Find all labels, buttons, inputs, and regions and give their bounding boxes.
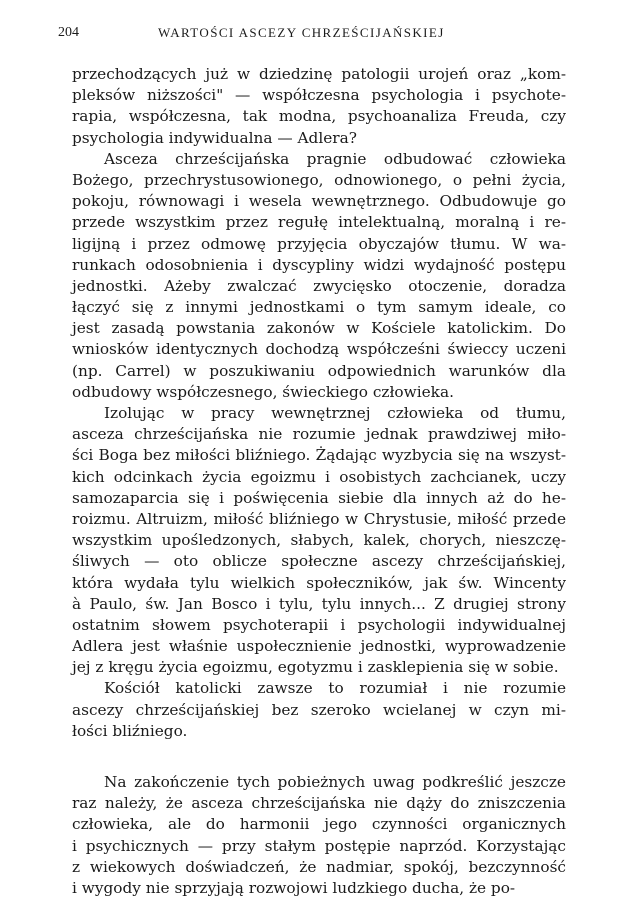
running-title: WARTOŚCI ASCEZY CHRZEŚCIJAŃSKIEJ bbox=[158, 25, 445, 40]
text-line: psychologia indywidualna — Adlera? bbox=[72, 128, 357, 147]
paragraph-gap bbox=[72, 742, 566, 772]
text-line: raz należy, że asceza chrześcijańska nie dąży do zniszczenia bbox=[72, 794, 566, 813]
text-line: runkach odosobnienia i dyscypliny widzi wydajność postępu bbox=[72, 255, 566, 274]
text-line: jej z kręgu życia egoizmu, egotyzmu i zasklepienia się w sobie. bbox=[72, 658, 559, 677]
text-line: rapia, współczesna, tak modna, psychoanaliza Freuda, czy bbox=[72, 107, 566, 126]
text-line: Na zakończenie tych pobieżnych uwag podkreślić jeszcze bbox=[104, 773, 566, 791]
text-line: łączyć się z innymi jednostkami o tym samym ideale, co bbox=[72, 298, 566, 317]
text-line: pleksów niższości" — współczesna psychologia i psychote- bbox=[72, 86, 566, 105]
page-number: 204 bbox=[58, 25, 79, 40]
text-line: pokoju, równowagi i wesela wewnętrznego. Odbudowuje go bbox=[72, 192, 566, 211]
text-line: wniosków identycznych dochodzą współcześni świeccy uczeni bbox=[72, 340, 566, 359]
text-line: (np. Carrel) w poszukiwaniu odpowiednich warunków dla bbox=[72, 361, 566, 380]
text-line: śliwych — oto oblicze społeczne ascezy chrześcijańskiej, bbox=[72, 552, 566, 571]
text-line: Bożego, przechrystusowionego, odnowionego, o pełni życia, bbox=[72, 170, 566, 189]
text-line: Asceza chrześcijańska pragnie odbudować człowieka bbox=[104, 149, 566, 168]
text-line: à Paulo, św. Jan Bosco i tylu, tylu innych... Z drugiej strony bbox=[72, 594, 566, 613]
text-line: odbudowy współczesnego, świeckiego człowieka. bbox=[72, 382, 454, 401]
text-line: ostatnim słowem psychoterapii i psychologii indywidualnej bbox=[72, 615, 566, 634]
text-line: Kościół katolicki zawsze to rozumiał i nie rozumie bbox=[104, 679, 566, 698]
text-line: przede wszystkim przez regułę intelektualną, moralną i re- bbox=[72, 213, 566, 232]
text-line: która wydała tylu wielkich społeczników, jak św. Wincenty bbox=[72, 573, 566, 592]
body-text bbox=[72, 64, 566, 899]
paragraph bbox=[72, 403, 566, 678]
text-line: samozaparcia się i poświęcenia siebie dla innych aż do he- bbox=[72, 488, 566, 507]
text-line: i wygody nie sprzyjają rozwojowi ludzkiego ducha, że po- bbox=[72, 878, 516, 897]
page-header bbox=[58, 25, 566, 45]
text-line: z wiekowych doświadczeń, że nadmiar, spokój, bezczynność bbox=[72, 857, 566, 876]
text-line: Adlera jest właśnie uspołecznienie jednostki, wyprowadzenie bbox=[72, 637, 566, 656]
text-line: przechodzących już w dziedzinę patologii urojeń oraz „kom- bbox=[72, 65, 566, 83]
text-line: ligijną i przez odmowę przyjęcia obyczajów tłumu. W wa- bbox=[72, 234, 566, 253]
paragraph bbox=[72, 678, 566, 742]
text-line: ascezy chrześcijańskiej bez szeroko wcielanej w czyn mi- bbox=[72, 700, 566, 719]
text-line: jednostki. Ażeby zwalczać zwycięsko otoczenie, doradza bbox=[72, 276, 566, 295]
paragraph bbox=[72, 772, 566, 899]
text-line: Izolując w pracy wewnętrznej człowieka od tłumu, bbox=[104, 404, 566, 422]
text-line: asceza chrześcijańska nie rozumie jednak prawdziwej miło- bbox=[72, 425, 566, 444]
text-line: wszystkim upośledzonych, słabych, kalek, chorych, nieszczę- bbox=[72, 531, 566, 550]
text-line: łości bliźniego. bbox=[72, 721, 188, 740]
paragraph bbox=[72, 149, 566, 403]
text-line: i psychicznych — przy stałym postępie naprzód. Korzystając bbox=[72, 836, 566, 855]
text-line: jest zasadą powstania zakonów w Kościele katolickim. Do bbox=[72, 319, 566, 338]
text-line: kich odcinkach życia egoizmu i osobistych zachcianek, uczy bbox=[72, 467, 566, 486]
text-line: ści Boga bez miłości bliźniego. Żądając wyzbycia się na wszyst- bbox=[72, 446, 566, 465]
text-line: człowieka, ale do harmonii jego czynności organicznych bbox=[72, 815, 566, 834]
paragraph bbox=[72, 64, 566, 149]
text-line: roizmu. Altruizm, miłość bliźniego w Chrystusie, miłość przede bbox=[72, 509, 566, 528]
